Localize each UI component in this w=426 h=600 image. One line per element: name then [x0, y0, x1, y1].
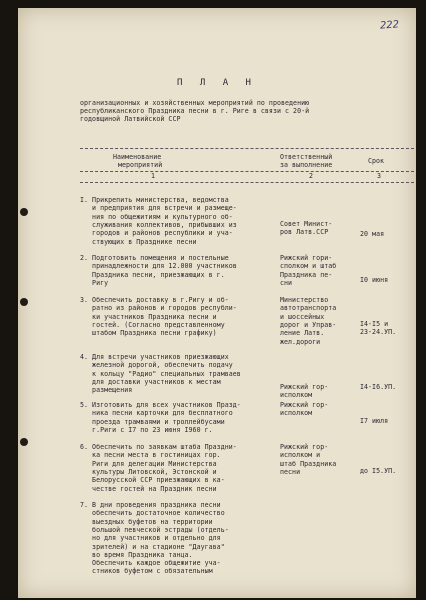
term-text-line: до I5.УП.: [360, 467, 397, 475]
activity-text-line: I. Прикрепить министерства, ведомства: [80, 196, 229, 204]
responsible-text-line: песни: [280, 467, 301, 476]
activity-text-line: 4. Для встречи участников приезжающих: [80, 353, 229, 361]
activity-text-line: ка песни места в гостиницах гор.: [80, 451, 221, 460]
table-number-rule: [80, 182, 414, 183]
activity-text-line: Ригу: [80, 278, 109, 287]
activity-text-line: железной дорогой, обеспечить подачу: [80, 361, 233, 370]
table-top-rule: [80, 148, 414, 149]
activity-text-line: ника песни карточки для бесплатного: [80, 409, 233, 418]
activity-text-line: размещения: [80, 386, 133, 395]
responsible-text-line: Министерство: [280, 296, 329, 304]
activity-text-line: и предприятия для встречи и размеще-: [80, 204, 237, 213]
responsible-text-line: ление Латв.: [280, 329, 325, 338]
activity-text-line: 7. В дни проведения праздника песни: [80, 501, 221, 509]
responsible-text-line: исполком и: [280, 451, 321, 460]
activity-text-line: проезда трамваями и троллейбусами: [80, 417, 225, 426]
punch-hole: [20, 298, 28, 306]
punch-hole: [20, 438, 28, 446]
responsible-text-line: жел.дороги: [280, 337, 321, 346]
activity-text-line: гостей. (Согласно представленному: [80, 320, 225, 329]
responsible-text-line: штаб Праздника: [280, 459, 337, 468]
header-col-activity: мероприятий: [118, 161, 163, 169]
activity-text-line: Белорусской ССР приезжающих в ка-: [80, 476, 225, 485]
activity-text-line: зрителей) и на стадионе "Даугава": [80, 542, 225, 551]
activity-text-line: Обеспечить каждое общежитие уча-: [80, 559, 221, 568]
responsible-text-line: исполком: [280, 391, 313, 400]
subtitle-line: организационных и хозяйственных мероприятий по проведению: [80, 99, 310, 107]
responsible-text-line: и шоссейных: [280, 312, 325, 321]
term-text-line: I4-I6.УП.: [360, 383, 397, 391]
activity-text-line: ния по общежитиям и культурного об-: [80, 212, 233, 221]
responsible-text-line: Рижский гор-: [280, 401, 329, 409]
term-text-line: 23-24.УП.: [360, 328, 397, 337]
header-col-responsible: Ответственный: [280, 153, 333, 161]
responsible-text-line: ров Латв.ССР: [280, 228, 329, 237]
activity-text-line: Риги для делегации Министерства: [80, 459, 217, 468]
responsible-text-line: исполком: [280, 409, 313, 418]
document-page: [18, 8, 416, 598]
subtitle-line: годовщиной Латвийской ССР: [80, 115, 181, 123]
responsible-text-line: Рижский гор-: [280, 383, 329, 391]
table-header-rule: [80, 171, 414, 172]
activity-text-line: выездных буфетов на территории: [80, 517, 213, 526]
term-text-line: I7 июля: [360, 417, 389, 425]
activity-text-line: к кольцу "Радио" специальных трамваев: [80, 369, 241, 378]
responsible-text-line: сни: [280, 278, 293, 287]
activity-text-line: во время Праздника танца.: [80, 550, 193, 559]
responsible-text-line: Рижский гори-: [280, 254, 333, 262]
activity-text-line: но для участников и отдельно для: [80, 534, 221, 543]
activity-text-line: Праздника песни, приезжающих в г.: [80, 270, 225, 279]
term-text-line: 20 мая: [360, 230, 385, 238]
activity-text-line: городов и районов республики и уча-: [80, 229, 233, 238]
responsible-text-line: Праздника пе-: [280, 270, 333, 279]
responsible-text-line: сполком и штаб: [280, 262, 337, 271]
header-col-activity: Наименование: [113, 153, 162, 161]
activity-text-line: культуры Литовской, Эстонской и: [80, 467, 217, 476]
responsible-text-line: Совет Минист-: [280, 220, 333, 228]
activity-text-line: обеспечить достаточное количество: [80, 509, 225, 518]
header-col-responsible: за выполнение: [280, 161, 333, 169]
document-title: П Л А Н: [177, 78, 257, 88]
term-text-line: I0 июня: [360, 276, 389, 284]
responsible-text-line: Рижский гор-: [280, 443, 329, 451]
activity-text-line: служивания коллективов, прибывших из: [80, 220, 237, 229]
activity-text-line: г.Риги с I7 по 23 июня I960 г.: [80, 425, 213, 434]
column-number: 3: [377, 172, 382, 180]
punch-hole: [20, 208, 28, 216]
header-col-term: Срок: [368, 157, 385, 165]
column-number: 2: [309, 172, 314, 180]
activity-text-line: стников буфетом с обязательным: [80, 567, 213, 576]
activity-text-line: для доставки участников к местам: [80, 377, 221, 386]
responsible-text-line: дорог и Управ-: [280, 320, 337, 329]
archive-page-number: 222: [379, 19, 400, 32]
activity-text-line: 5. Изготовить для всех участников Празд-: [80, 401, 241, 409]
activity-text-line: ратно из районов и городов республи-: [80, 304, 237, 313]
term-text-line: I4-I5 и: [360, 320, 389, 328]
activity-text-line: честве гостей на Праздник песни: [80, 484, 217, 493]
subtitle-line: республиканского Праздника песни в г. Риге в связи с 20-й: [80, 107, 310, 115]
activity-text-line: ки участников Праздника песни и: [80, 312, 217, 321]
activity-text-line: 6. Обеспечить по заявкам штаба Праздни-: [80, 443, 237, 451]
activity-text-line: 3. Обеспечить доставку в г.Ригу и об-: [80, 296, 229, 304]
column-number: 1: [151, 172, 156, 180]
activity-text-line: большой певческой эстрады (отдель-: [80, 525, 229, 534]
activity-text-line: принадлежности для 12.000 участников: [80, 262, 237, 271]
activity-text-line: штабом Праздника песни графику): [80, 329, 217, 338]
activity-text-line: ствующих в Празднике песни: [80, 237, 197, 246]
responsible-text-line: автотранспорта: [280, 304, 337, 313]
activity-text-line: 2. Подготовить помещения и постельные: [80, 254, 229, 262]
